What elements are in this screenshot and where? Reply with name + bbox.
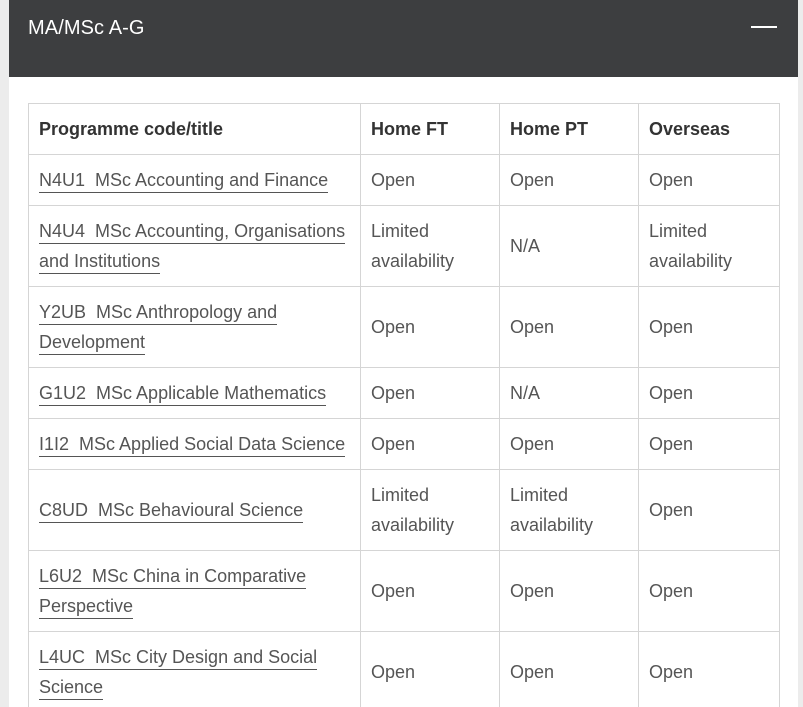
programme-code: N4U1 — [39, 170, 86, 190]
programme-code: Y2UB — [39, 302, 87, 322]
minus-icon[interactable] — [751, 16, 779, 38]
home-pt-status: Open — [500, 632, 639, 707]
programme-cell — [29, 632, 361, 707]
overseas-status: Open — [639, 287, 780, 368]
programme-code: L6U2 — [39, 566, 83, 586]
column-header-overseas: Overseas — [639, 104, 780, 155]
programme-link[interactable] — [39, 221, 345, 274]
programme-title: MSc China in Comparative Perspective — [39, 566, 307, 616]
programme-cell — [29, 470, 361, 551]
column-header-home-pt: Home PT — [500, 104, 639, 155]
home-pt-status: Open — [500, 287, 639, 368]
table-row — [29, 368, 780, 419]
table-row — [29, 470, 780, 551]
programme-title: MSc Accounting, Organisations and Institutions — [39, 221, 346, 271]
home-ft-status: Open — [361, 155, 500, 206]
home-ft-status: Open — [361, 287, 500, 368]
accordion-title: MA/MSc A-G — [28, 17, 145, 39]
programme-code: L4UC — [39, 647, 86, 667]
table-row — [29, 155, 780, 206]
home-ft-status: Open — [361, 368, 500, 419]
home-pt-status: Open — [500, 551, 639, 632]
programme-cell — [29, 551, 361, 632]
table-row — [29, 419, 780, 470]
programme-cell — [29, 287, 361, 368]
table-row — [29, 632, 780, 707]
programme-cell — [29, 206, 361, 287]
home-ft-status: Open — [361, 419, 500, 470]
home-ft-status: Limited availability — [361, 470, 500, 551]
programme-link[interactable] — [39, 500, 303, 523]
programme-link[interactable] — [39, 647, 317, 700]
programme-cell — [29, 368, 361, 419]
home-pt-status: Limited availability — [500, 470, 639, 551]
programme-cell — [29, 155, 361, 206]
home-pt-status: N/A — [500, 368, 639, 419]
table-header-row — [29, 104, 780, 155]
programme-link[interactable] — [39, 383, 326, 406]
programme-link[interactable] — [39, 434, 345, 457]
overseas-status: Open — [639, 155, 780, 206]
programme-link[interactable] — [39, 170, 328, 193]
home-pt-status: Open — [500, 419, 639, 470]
overseas-status: Open — [639, 632, 780, 707]
programme-title: MSc City Design and Social Science — [39, 647, 318, 697]
minus-icon-bar — [751, 26, 777, 28]
programme-cell — [29, 419, 361, 470]
accordion-header[interactable] — [9, 0, 798, 77]
programme-code: I1I2 — [39, 434, 70, 454]
programme-title: MSc Applied Social Data Science — [79, 434, 346, 454]
table-row — [29, 287, 780, 368]
home-pt-status: N/A — [500, 206, 639, 287]
programme-title: MSc Behavioural Science — [98, 500, 304, 520]
overseas-status: Open — [639, 551, 780, 632]
column-header-home-ft: Home FT — [361, 104, 500, 155]
programme-code: C8UD — [39, 500, 89, 520]
overseas-status: Open — [639, 368, 780, 419]
table-row — [29, 551, 780, 632]
table-row — [29, 206, 780, 287]
programme-title: MSc Applicable Mathematics — [96, 383, 327, 403]
overseas-status: Open — [639, 470, 780, 551]
programme-table-wrapper — [28, 103, 779, 707]
programme-code: G1U2 — [39, 383, 87, 403]
home-ft-status: Open — [361, 551, 500, 632]
accordion-panel — [9, 0, 798, 707]
programme-link[interactable] — [39, 302, 277, 355]
overseas-status: Open — [639, 419, 780, 470]
home-ft-status: Open — [361, 632, 500, 707]
programme-code: N4U4 — [39, 221, 86, 241]
programme-title: MSc Accounting and Finance — [95, 170, 329, 190]
programme-link[interactable] — [39, 566, 306, 619]
programme-availability-table — [28, 103, 780, 707]
overseas-status: Limited availability — [639, 206, 780, 287]
programme-title: MSc Anthropology and Development — [39, 302, 278, 352]
home-ft-status: Limited availability — [361, 206, 500, 287]
home-pt-status: Open — [500, 155, 639, 206]
column-header-programme: Programme code/title — [29, 104, 361, 155]
